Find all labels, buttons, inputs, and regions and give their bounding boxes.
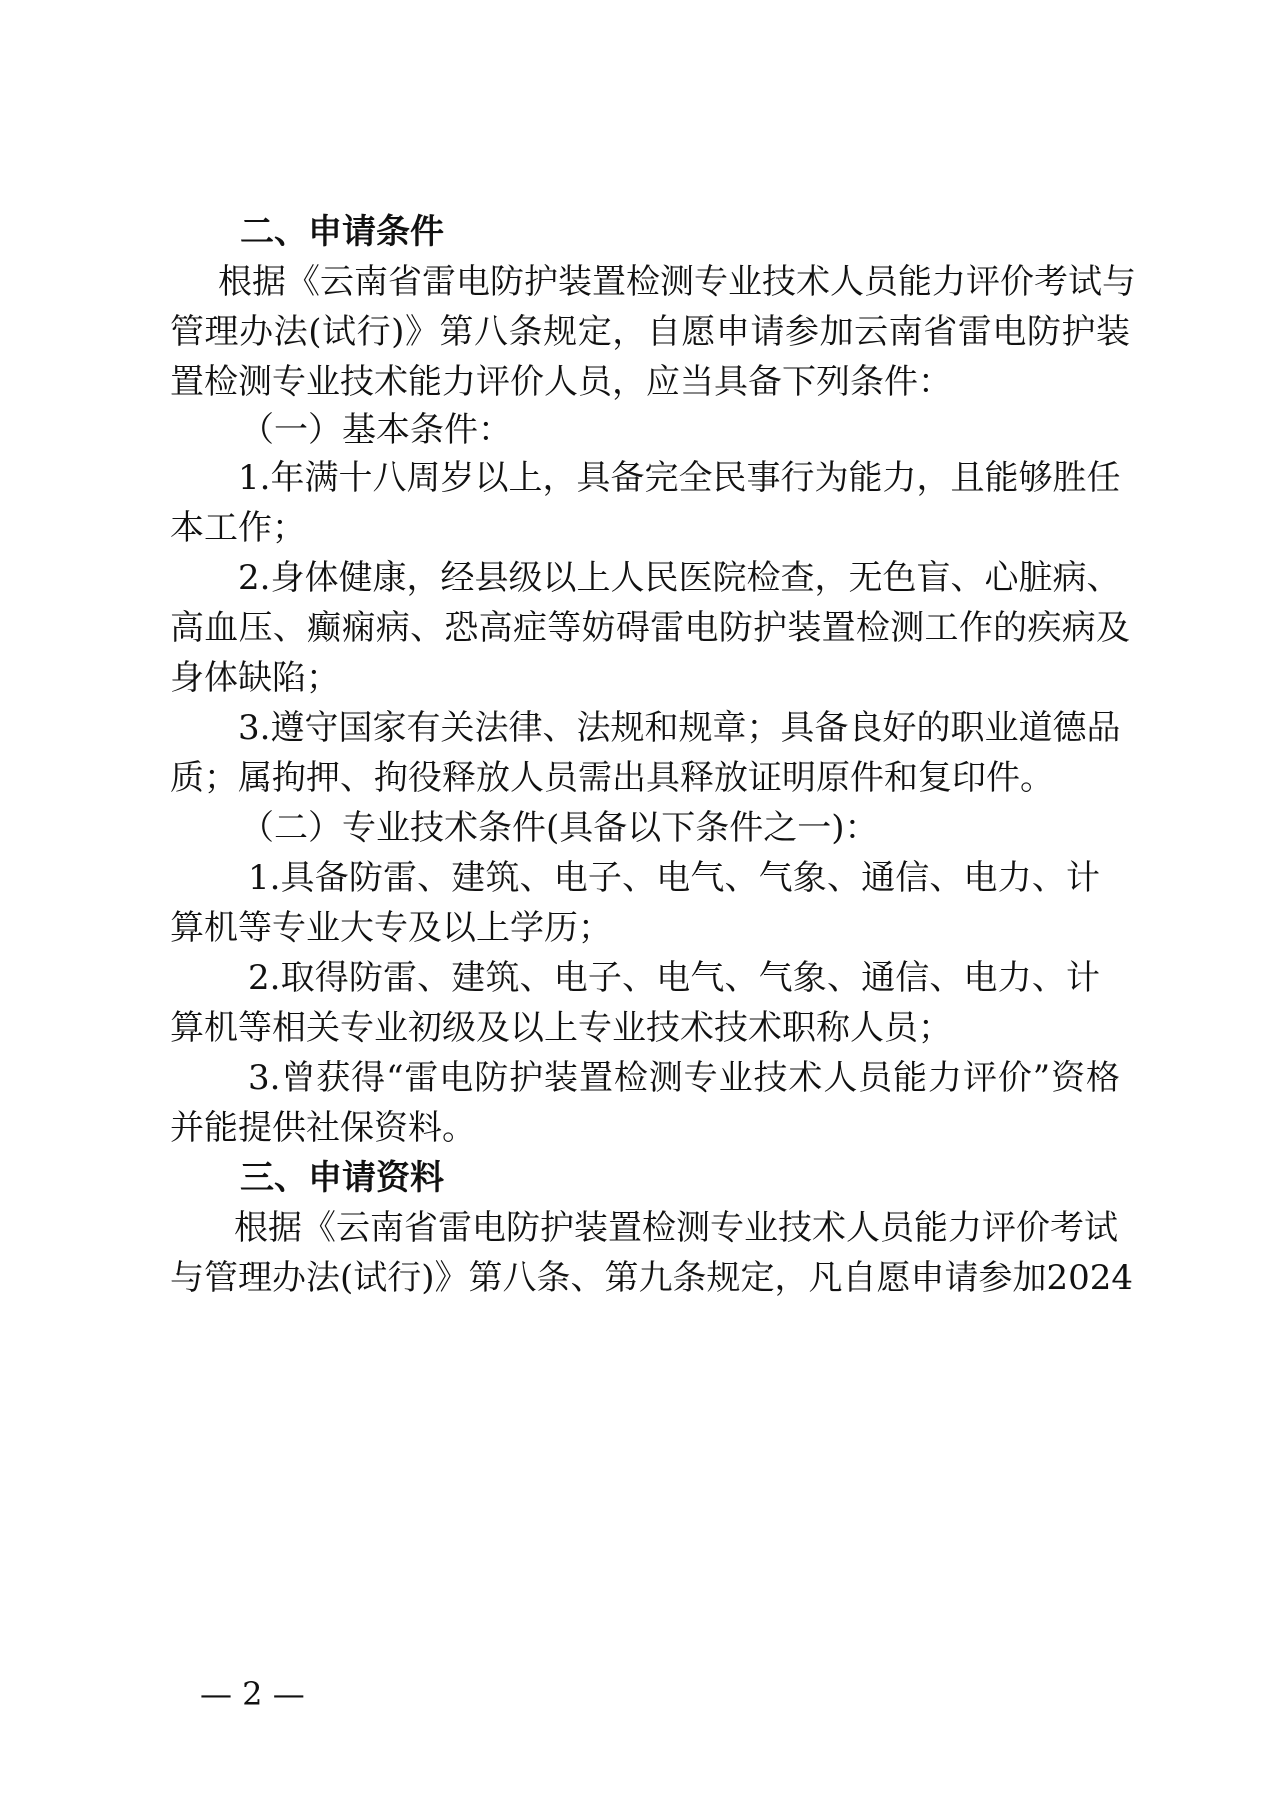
page-number: — 2 — [200,1675,305,1713]
paragraph-line: 身体缺陷； [170,658,340,698]
paragraph-line: 高血压、癫痫病、恐高症等妨碍雷电防护装置检测工作的疾病及 [170,608,1130,648]
paragraph-line: 置检测专业技术能力评价人员，应当具备下列条件： [170,362,952,402]
paragraph-line: 质；属拘押、拘役释放人员需出具释放证明原件和复印件。 [170,758,1054,798]
paragraph-line: 算机等相关专业初级及以上专业技术技术职称人员； [170,1008,952,1048]
list-item: 1.年满十八周岁以上，具备完全民事行为能力，且能够胜任 [238,458,1121,498]
section-heading-application-conditions: 二、申请条件 [240,212,444,252]
paragraph-line: 并能提供社保资料。 [170,1108,476,1148]
list-item: 1.具备防雷、建筑、电子、电气、气象、通信、电力、计 [248,858,1100,898]
subheading-basic-conditions: （一）基本条件： [240,410,512,450]
paragraph-line: 与管理办法(试行)》第八条、第九条规定，凡自愿申请参加2024 [170,1258,1134,1298]
paragraph-line: 本工作； [170,508,306,548]
subheading-professional-conditions: （二）专业技术条件(具备以下条件之一)： [240,808,879,848]
list-item: 2.取得防雷、建筑、电子、电气、气象、通信、电力、计 [248,958,1100,998]
paragraph-line: 根据《云南省雷电防护装置检测专业技术人员能力评价考试 [234,1208,1118,1248]
list-item: 3.遵守国家有关法律、法规和规章；具备良好的职业道德品 [238,708,1121,748]
section-heading-application-materials: 三、申请资料 [240,1158,444,1198]
list-item: 3.曾获得“雷电防护装置检测专业技术人员能力评价”资格 [248,1058,1120,1098]
paragraph-line: 管理办法(试行)》第八条规定，自愿申请参加云南省雷电防护装 [170,312,1130,352]
paragraph-line: 根据《云南省雷电防护装置检测专业技术人员能力评价考试与 [218,262,1136,302]
list-item: 2.身体健康，经县级以上人民医院检查，无色盲、心脏病、 [238,558,1121,598]
paragraph-line: 算机等专业大专及以上学历； [170,908,612,948]
